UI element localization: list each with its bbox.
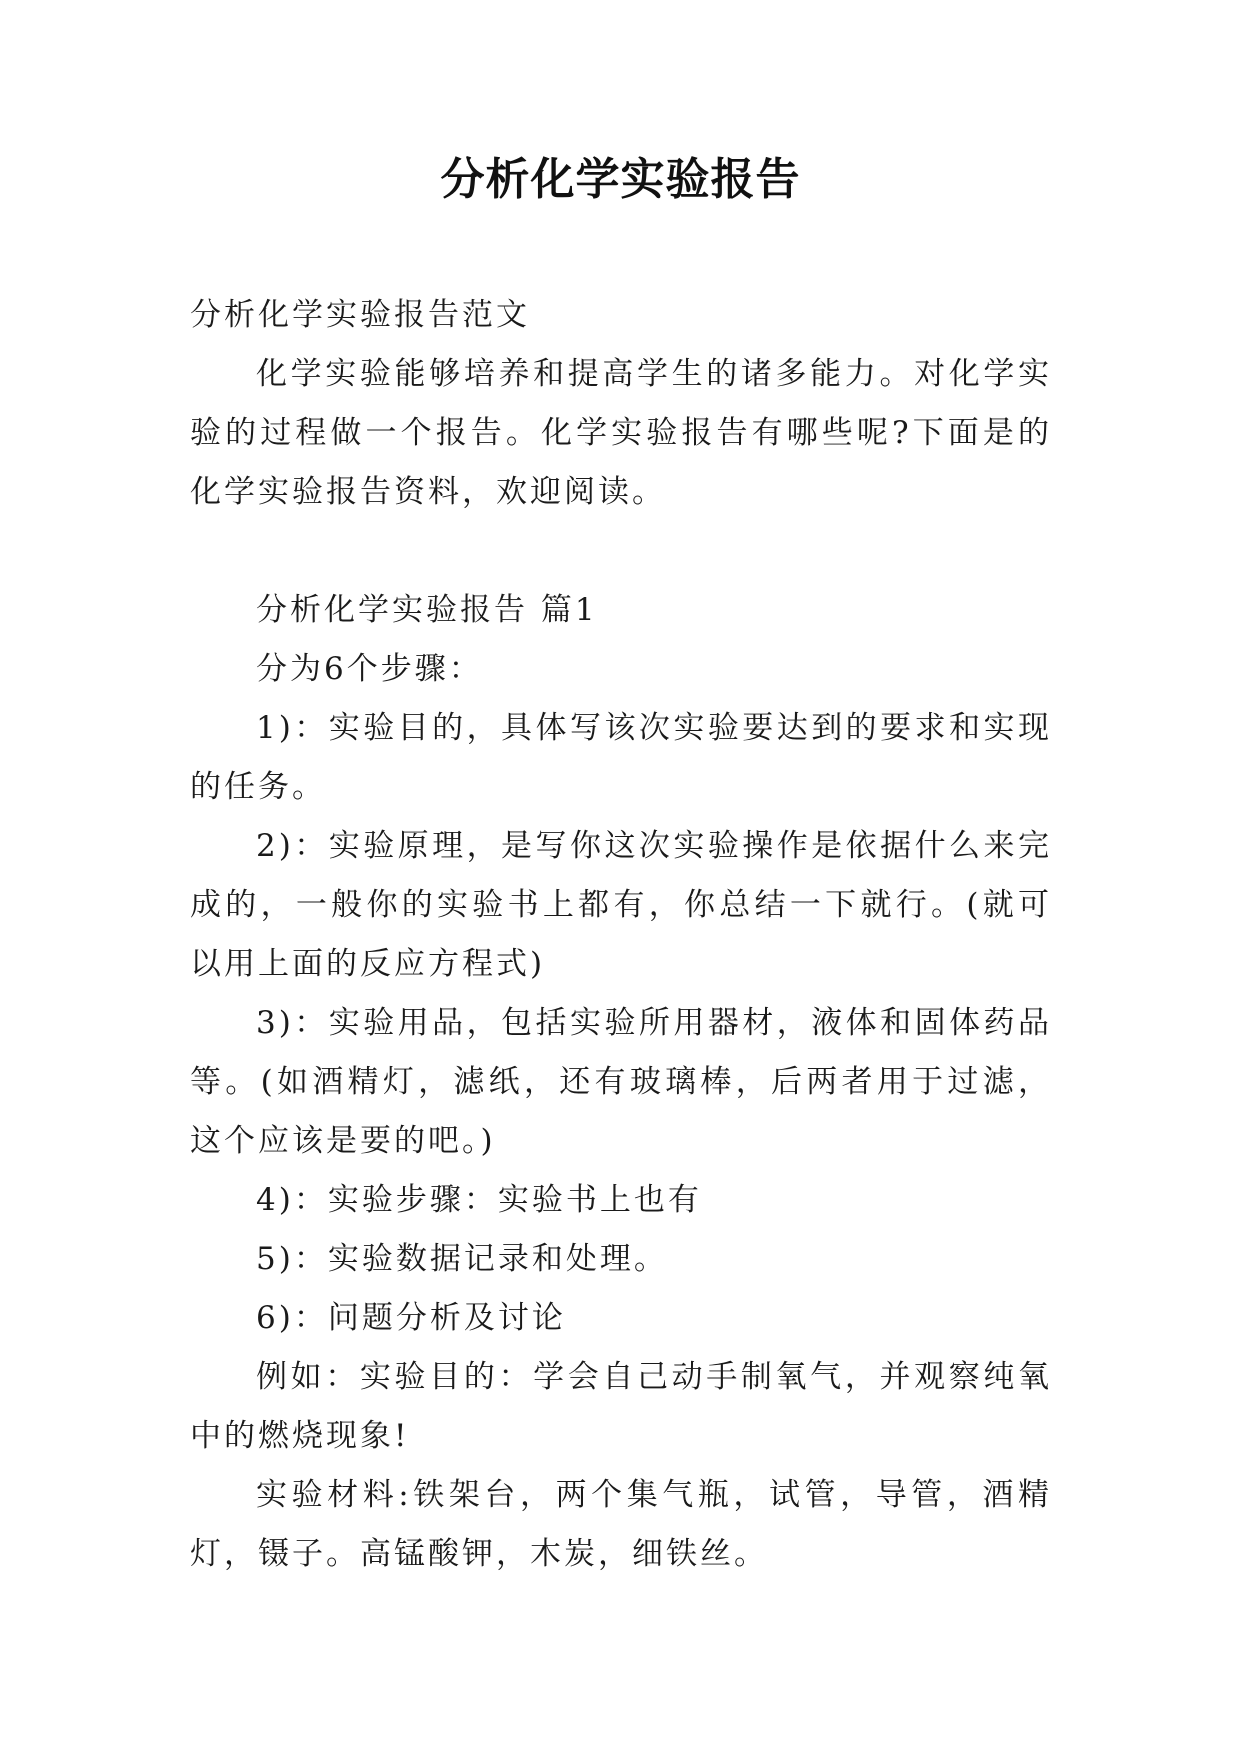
step-item: 4)：实验步骤：实验书上也有 bbox=[256, 1182, 702, 1218]
step-item: 2)：实验原理，是写你这次实验操作是依据什么来完成的，一般你的实验书上都有，你总结一下就行。(就可以用上面的反应方程式) bbox=[190, 828, 1052, 982]
paragraph-spacer bbox=[190, 522, 1052, 581]
materials-paragraph: 实验材料:铁架台，两个集气瓶，试管，导管，酒精灯，镊子。高锰酸钾，木炭，细铁丝。 bbox=[190, 1477, 1052, 1572]
section-heading: 分析化学实验报告 篇1 bbox=[256, 592, 598, 628]
document-title: 分析化学实验报告 bbox=[440, 154, 801, 205]
step-item: 6)：问题分析及讨论 bbox=[256, 1300, 566, 1336]
document-body bbox=[190, 286, 1052, 1584]
example-paragraph: 例如：实验目的：学会自己动手制氧气，并观察纯氧中的燃烧现象! bbox=[190, 1359, 1052, 1454]
subtitle-line: 分析化学实验报告范文 bbox=[190, 297, 530, 333]
step-item: 1)：实验目的，具体写该次实验要达到的要求和实现的任务。 bbox=[190, 710, 1052, 805]
step-item: 3)：实验用品，包括实验所用器材，液体和固体药品等。(如酒精灯，滤纸，还有玻璃棒，后两者用于过滤，这个应该是要的吧。) bbox=[190, 1005, 1052, 1159]
intro-paragraph: 化学实验能够培养和提高学生的诸多能力。对化学实验的过程做一个报告。化学实验报告有哪些呢?下面是的化学实验报告资料，欢迎阅读。 bbox=[190, 356, 1052, 510]
step-item: 5)：实验数据记录和处理。 bbox=[256, 1241, 668, 1277]
steps-intro: 分为6个步骤： bbox=[256, 651, 483, 687]
